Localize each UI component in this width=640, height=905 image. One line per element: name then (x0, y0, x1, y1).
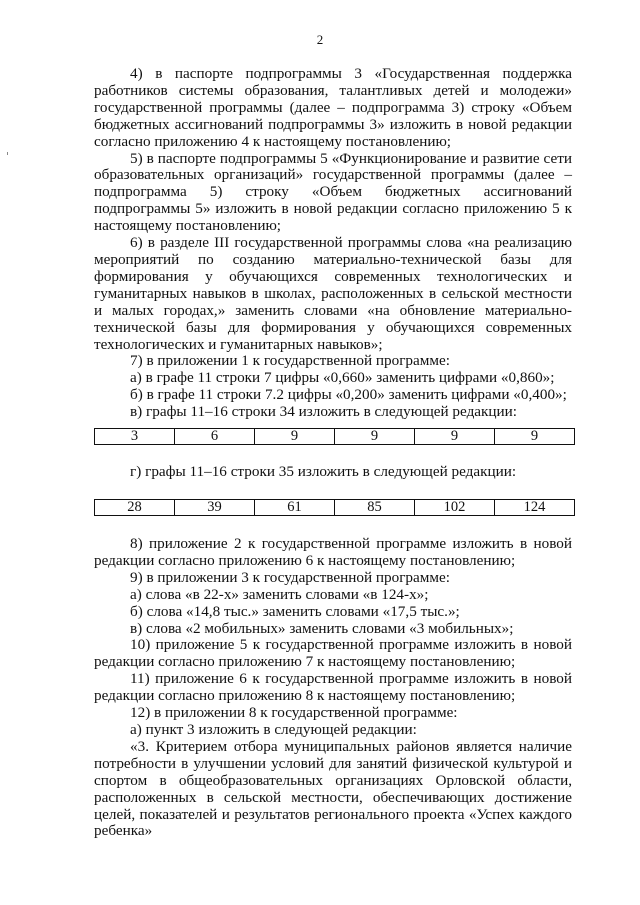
table-row-34 (94, 428, 575, 445)
paragraph-item-7v: в) графы 11–16 строки 34 изложить в следующей редакции: (130, 403, 518, 421)
table-cell: 9 (335, 429, 415, 445)
text-block-1 (94, 66, 572, 421)
table-cell: 28 (95, 500, 175, 516)
paragraph-item-9b: б) слова «14,8 тыс.» заменить словами «17,5 тыс.»; (130, 602, 460, 620)
paragraph-item-11: 11) приложение 6 к государственной программе изложить в новой редакции согласно приложению 8 к настоящему постановлению; (94, 670, 572, 705)
text-block-2 (94, 536, 572, 840)
table-cell: 9 (495, 429, 575, 445)
table-row-35 (94, 499, 575, 516)
table-cell: 9 (255, 429, 335, 445)
table-row (95, 500, 575, 516)
paragraph-item-7a: а) в графе 11 строки 7 цифры «0,660» заменить цифрами «0,860»; (130, 369, 555, 387)
paragraph-item-8: 8) приложение 2 к государственной программе изложить в новой редакции согласно приложению 6 к настоящему постановлению; (94, 535, 572, 569)
table-cell: 39 (175, 500, 255, 516)
page-number: 2 (316, 32, 324, 47)
table-cell: 3 (95, 429, 175, 445)
paragraph-item-9a: а) слова «в 22-х» заменить словами «в 124-х»; (130, 585, 429, 603)
paragraph-item-9v: в) слова «2 мобильных» заменить словами «3 мобильных»; (130, 619, 514, 637)
paragraph-item-6: 6) в разделе III государственной программы слова «на реализацию мероприятий по созданию материально-технической базы для формирования у обучающихся современных технологических и гуманитарных навыков в школах, расположенных в сельской местности и малых городах,» заменить словами «на обновление материально-технической базы для формирования у обучающихся современных технологических и гуманитарных навыков»; (94, 234, 572, 353)
table-cell: 124 (495, 500, 575, 516)
paragraph-item-4: 4) в паспорте подпрограммы 3 «Государственная поддержка работников системы образования, талантливых детей и молодежи» государственной программы (далее – подпрограмма 3) строку «Объем бюджетных ассигнований подпрограммы 3» изложить в новой редакции согласно приложению 4 к настоящему постановлению; (94, 65, 572, 150)
paragraph-item-9: 9) в приложении 3 к государственной программе: (130, 568, 450, 586)
paragraph-item-12: 12) в приложении 8 к государственной программе: (130, 704, 458, 722)
paragraph-item-7b: б) в графе 11 строки 7.2 цифры «0,200» заменить цифрами «0,400»; (130, 386, 567, 404)
paragraph-quote-3: «3. Критерием отбора муниципальных районов является наличие потребности в улучшении условий для занятий физической культурой и спортом в общеобразовательных организациях Орловской области, расположенных в сельской местности, обеспечивающих достижение целей, показателей и результатов регионального проекта «Успех каждого ребенка» (94, 737, 572, 840)
scan-mark (7, 152, 8, 155)
table-cell: 61 (255, 500, 335, 516)
paragraph-item-5: 5) в паспорте подпрограммы 5 «Функционирование и развитие сети образовательных организаций» государственной программы (далее – подпрограмма 5) строку «Объем бюджетных ассигнований подпрограммы 5» изложить в новой редакции согласно приложению 5 к настоящему постановлению; (94, 149, 572, 235)
paragraph-item-12a: а) пункт 3 изложить в следующей редакции: (130, 720, 417, 738)
table-cell: 6 (175, 429, 255, 445)
paragraph-item-10: 10) приложение 5 к государственной программе изложить в новой редакции согласно приложению 7 к настоящему постановлению; (94, 636, 572, 671)
text-block-g (94, 464, 572, 481)
table-cell: 102 (415, 500, 495, 516)
table-cell: 9 (415, 429, 495, 445)
paragraph-item-7g: г) графы 11–16 строки 35 изложить в следующей редакции: (130, 463, 517, 480)
table-cell: 85 (335, 500, 415, 516)
paragraph-item-7: 7) в приложении 1 к государственной программе: (130, 352, 450, 370)
table-row (95, 429, 575, 445)
